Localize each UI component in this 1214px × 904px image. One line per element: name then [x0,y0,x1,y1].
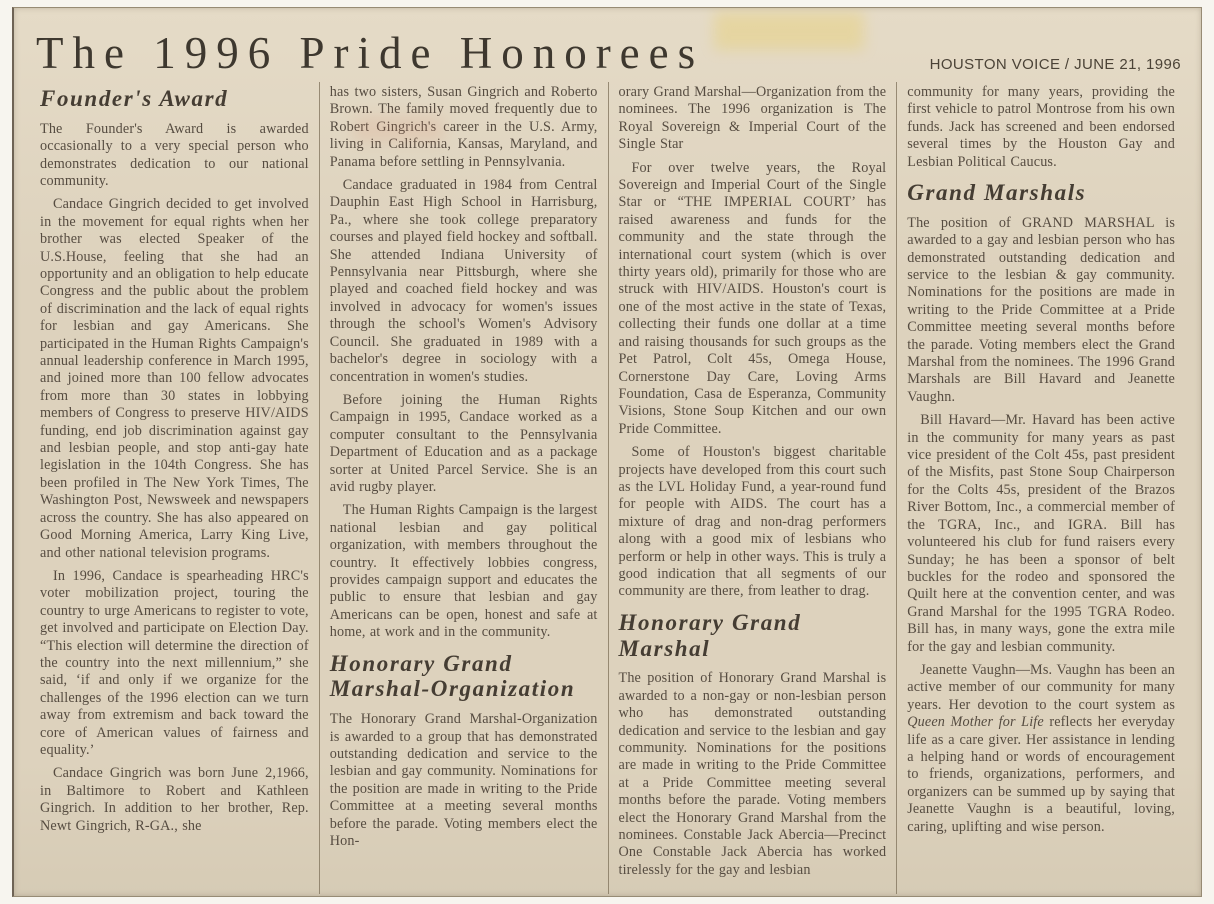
article-paragraph: In 1996, Candace is spearheading HRC's voter mobilization project, touring the country to urge Americans to register to vote, get involved and participate on Election Day. “This election will determine the direction of the country into the next millennium,” she said, ‘if and only if we organize for the challenges of the 1996 election can we turn away from extremism and back toward the core of American values of fairness and equality.’ [40,567,309,758]
article-paragraph: orary Grand Marshal—Organization from the nominees. The 1996 organization is The Royal Sovereign & Imperial Court of the Single Star [618,84,887,153]
column-1 [30,82,319,894]
column-4 [896,82,1185,894]
article-paragraph: Jeanette Vaughn—Ms. Vaughn has been an active member of our community for many years. Her devotion to the court system as Queen Mother for Life reflects her everyday life as a care giver. Her assistance in lending a helping hand or words of encouragement to friends, organizations, performers, and organizers can be summed up by saying that Jeanette Vaughn is a beautiful, loving, caring, uplifting and wise person. [907,661,1176,835]
article-paragraph: Bill Havard—Mr. Havard has been active in the community for many years as past vice president of the Colt 45s, past president of the Misfits, past Stone Soup Chairperson for the Colts 45s, president of the Brazos River Bottom, Inc., a commercial member of the TGRA, Inc., and IGRA. Bill has volunteered his club for fund raisers every Sunday; he has been a sponsor of belt buckles for the rodeo and sponsored the Quilt here at the convention center, and was Grand Marshal for the 1995 TGRA Rodeo. Bill has, in many ways, gone the extra mile for the gay and lesbian community. [907,412,1175,655]
article-paragraph: The Founder's Award is awarded occasionally to a very special person who demonstrates dedication to our national community. [40,120,309,189]
section-heading: Founder's Award [40,86,229,111]
article-paragraph: Some of Houston's biggest charitable projects have developed from this court such as the LVL Holiday Fund, a year-round fund for people with AIDS. The court has a mixture of drag and non-drag performers along with a good mix of lesbians who perform or help in other ways. This is truly a good indication that all segments of our community are there, from leather to drag. [618,444,887,600]
article-paragraph: community for many years, providing the first vehicle to patrol Montrose from his own funds. Jack has screened and been endorsed several times by the Houston Gay and Lesbian Political Caucus. [907,84,1175,170]
article-paragraph: The position of Honorary Grand Marshal is awarded to a non-gay or non-lesbian person who has demonstrated outstanding dedication and service to the lesbian and gay community. Nominations for the positions are made in writing to the Pride Committee at a Pride Committee meeting several months before the parade. Voting members elect the Honorary Grand Marshal from the nominees. Constable Jack Abercia—Precinct One Constable Jack Abercia has worked tirelessly for the gay and lesbian [618,670,887,878]
publication-date-line: HOUSTON VOICE / JUNE 21, 1996 [929,56,1181,73]
article-paragraph: The Honorary Grand Marshal-Organization is awarded to a group that has demonstrated outstanding dedication and service to the lesbian and gay community. Nominations for the position are made in writing to the Pride Committee at a meeting several months before the parade. Voting members elect the Hon- [329,711,598,849]
scanned-newspaper-page [12,7,1202,897]
section-heading: Grand Marshals [907,180,1087,206]
column-3 [608,82,897,894]
page-header [30,18,1185,76]
article-paragraph: The Human Rights Campaign is the largest national lesbian and gay political organization, with members throughout the country. It effectively lobbies congress, provides campaign support and educates the public to ensure that lesbian and gay Americans can be open, honest and safe at home, at work and in the community. [329,502,598,641]
section-heading: Honorary Grand Marshal-Organization [329,650,576,702]
article-paragraph: Candace Gingrich decided to get involved in the movement for equal rights when her brother was elected Speaker of the U.S.House, feeling that she had an opportunity and an obligation to help educate Congress and the public about the problem of discrimination and the lack of equal rights for lesbian and gay Americans. She participated in the Human Rights Campaign's annual leadership conference in March 1995, and joined more than 100 fellow advocates from more than 30 states in lobbying members of Congress to preserve HIV/AIDS funding, end job discrimination against gay and lesbian people, and stop anti-gay hate legislation in the 104th Congress. She has been profiled in The New York Times, The Washington Post, Newsweek and newspapers across the country. She has also appeared on Good Morning America, Larry King Live, and other national television programs. [40,196,309,561]
article-paragraph: The position of GRAND MARSHAL is awarded to a gay and lesbian person who has demonstrated outstanding dedication and service to the lesbian & gay community. Nominations for the positions are made in writing to the Pride Committee at a Pride Committee meeting several months before the parade. Voting members elect the Grand Marshal from the nominees. The 1996 Grand Marshals are Bill Havard and Jeanette Vaughn. [907,214,1175,405]
emphasized-phrase: Queen Mother for Life [907,714,1044,731]
article-paragraph: Candace graduated in 1984 from Central Dauphin East High School in Harrisburg, Pa., where she took college preparatory courses and played field hockey and softball. She attended Indiana University of Pennsylvania near Pittsburgh, where she played and coached field hockey and was involved in advocacy for women's issues through the school's Women's Advisory Council. She graduated in 1989 with a bachelor's degree in sociology with a concentration in women's studies. [329,177,598,385]
article-paragraph: For over twelve years, the Royal Sovereign and Imperial Court of the Single Star or “THE IMPERIAL COURT’ has raised awareness and funds for the community and the state through the international court system (which is over thirty years old), primarily for those who are struck with HIV/AIDS. Houston's court is one of the most active in the state of Texas, collecting their funds one dollar at a time and raising thousands for such groups as the Pet Patrol, Colt 45s, Omega House, Cornerstone Day Care, Loving Arms Foundation, Casa de Esperanza, Community Visions, Stone Soup Kitchen and our own Pride Committee. [618,159,887,437]
article-paragraph: Before joining the Human Rights Campaign in 1995, Candace worked as a computer consultant to the Pennsylvania Department of Education and as a package sorter at United Parcel Service. She is an avid rugby player. [329,391,598,495]
article-columns [30,82,1185,894]
article-paragraph: has two sisters, Susan Gingrich and Roberto Brown. The family moved frequently due to Robert Gingrich's career in the U.S. Army, living in California, Kansas, Maryland, and Panama before settling in Pennsylvania. [329,84,598,170]
headline: The 1996 Pride Honorees [36,28,705,78]
section-heading: Honorary Grand Marshal [618,609,802,661]
article-paragraph: Candace Gingrich was born June 2,1966, in Baltimore to Robert and Kathleen Gingrich. In addition to her brother, Rep. Newt Gingrich, R-GA., she [40,765,309,834]
column-2 [319,82,608,894]
